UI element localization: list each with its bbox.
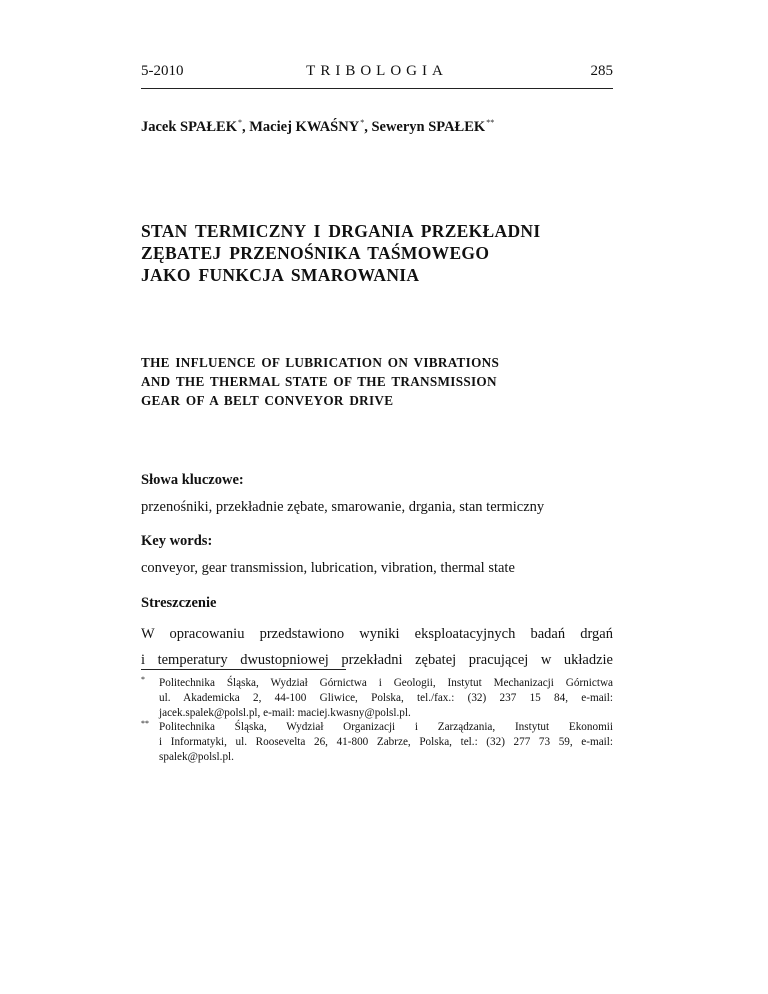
page-number: 285 [590,63,613,79]
author-affiliation-mark: * [238,118,242,127]
title-english [141,353,499,410]
title-polish [141,220,540,286]
abstract-line: W opracowaniu przedstawiono wyniki eksploatacyjnych badań drgań [141,626,613,642]
title-line: JAKO FUNKCJA SMAROWANIA [141,265,420,285]
author-affiliation-mark: * [360,118,365,127]
title-line: GEAR OF A BELT CONVEYOR DRIVE [141,393,394,408]
keywords-polish-text: przenośniki, przekładnie zębate, smarowanie, drgania, stan termiczny [141,499,545,515]
keywords-english-text: conveyor, gear transmission, lubrication, vibration, thermal state [141,560,515,576]
title-line: ZĘBATEJ PRZENOŚNIKA TAŚMOWEGO [141,243,490,263]
footnote-mark: * [141,675,145,684]
title-line: THE INFLUENCE OF LUBRICATION ON VIBRATIONS [141,355,500,370]
footnote-mark: ** [141,719,149,729]
footnote-line: i Informatyki, ul. Roosevelta 26, 41-800 Zabrze, Polska, tel.: (32) 277 73 59, e-mail: [159,736,613,749]
title-line: AND THE THERMAL STATE OF THE TRANSMISSION [141,374,497,389]
abstract-body [141,621,613,673]
footnote-line: Politechnika Śląska, Wydział Organizacji i Zarządzania, Instytut Ekonomii [159,721,613,734]
footnote-line: jacek.spalek@polsl.pl, e-mail: maciej.kwasny@polsl.pl. [159,706,411,719]
footnote-rule [141,669,346,670]
keywords-polish-heading: Słowa kluczowe: [141,472,244,488]
author-list: Jacek SPAŁEK*, Maciej KWAŚNY*, Seweryn SPAŁEK** [141,118,495,135]
footnote-line: ul. Akademicka 2, 44-100 Gliwice, Polska, tel./fax.: (32) 237 15 84, e-mail: [159,691,613,704]
author-affiliation-mark: ** [486,118,495,127]
abstract-heading: Streszczenie [141,595,217,611]
abstract-line: i temperatury dwustopniowej przekładni zębatej pracującej w układzie [141,652,613,668]
author-name: Jacek SPAŁEK [141,119,237,135]
title-line: STAN TERMICZNY I DRGANIA PRZEKŁADNI [141,221,541,241]
footnote-line: Politechnika Śląska, Wydział Górnictwa i Geologii, Instytut Mechanizacji Górnictwa [159,677,613,689]
footnotes [141,676,613,765]
author-name: Maciej KWAŚNY [249,119,360,135]
footnote [141,676,613,720]
footnote [141,720,613,764]
author-name: Seweryn SPAŁEK [371,119,486,135]
issue-number: 5-2010 [141,63,184,79]
journal-name: TRIBOLOGIA [306,63,448,79]
header-rule [141,88,613,89]
running-header [141,63,613,85]
footnote-line: spalek@polsl.pl. [159,750,234,763]
keywords-english-heading: Key words: [141,533,213,549]
